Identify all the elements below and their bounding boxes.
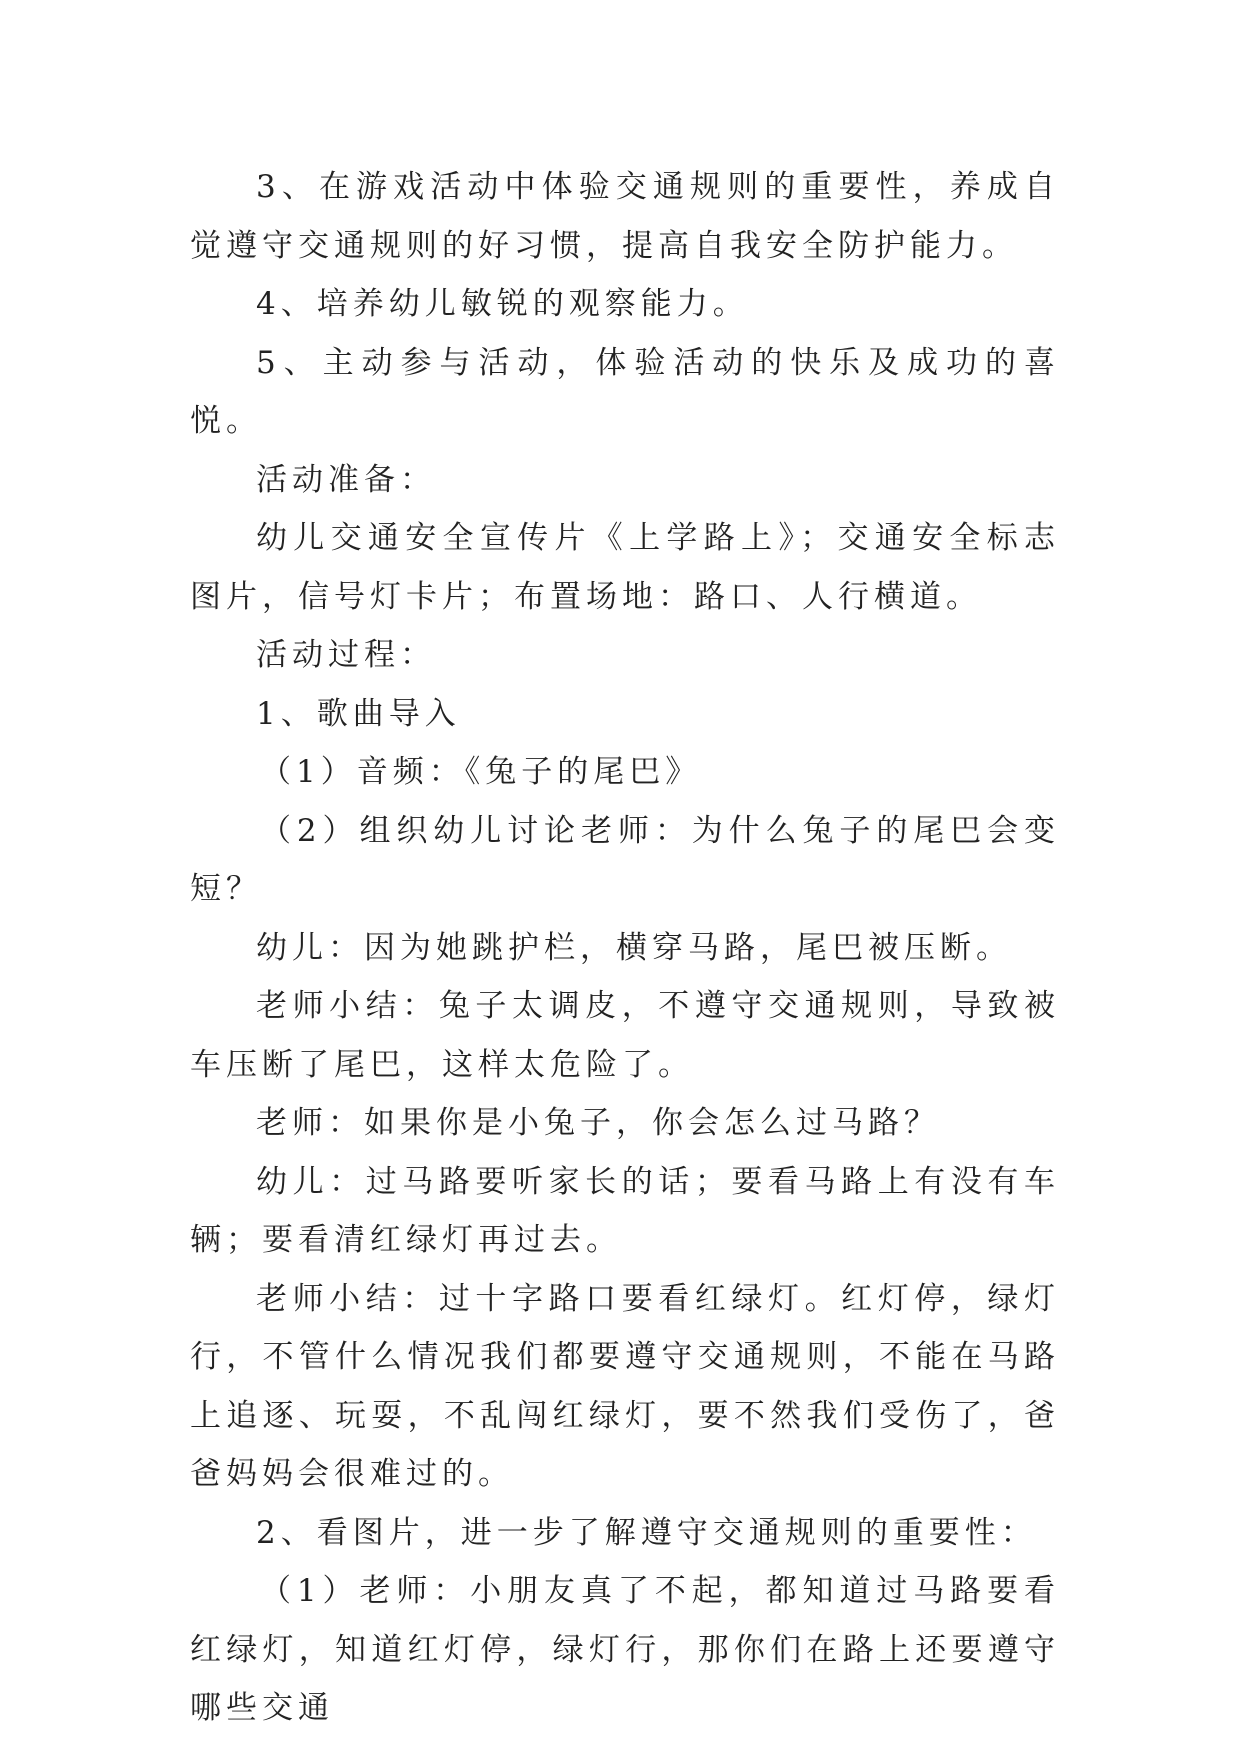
paragraph-step-1-discussion: （2）组织幼儿讨论老师：为什么兔子的尾巴会变短？ xyxy=(190,812,1060,907)
paragraph-step-2-title: 2、看图片，进一步了解遵守交通规则的重要性： xyxy=(256,1514,1037,1551)
paragraph-teacher-summary-1: 老师小结：兔子太调皮，不遵守交通规则，导致被车压断了尾巴，这样太危险了。 xyxy=(190,988,1060,1083)
paragraph-objective-3: 3、在游戏活动中体验交通规则的重要性，养成自觉遵守交通规则的好习惯，提高自我安全防护能力。 xyxy=(190,169,1060,264)
paragraph-step-1-title: 1、歌曲导入 xyxy=(256,695,461,732)
paragraph-teacher-question: 老师：如果你是小兔子，你会怎么过马路？ xyxy=(256,1105,940,1141)
paragraph-objective-4: 4、培养幼儿敏锐的观察能力。 xyxy=(256,286,749,322)
paragraph-teacher-summary-2: 老师小结：过十字路口要看红绿灯。红灯停，绿灯行，不管什么情况我们都要遵守交通规则，不能在马路上追逐、玩耍，不乱闯红绿灯，要不然我们受伤了，爸爸妈妈会很难过的。 xyxy=(190,1280,1060,1492)
paragraph-step-1-audio: （1）音频：《兔子的尾巴》 xyxy=(260,754,702,790)
paragraph-objective-5: 5、主动参与活动，体验活动的快乐及成功的喜悦。 xyxy=(190,344,1060,439)
paragraph-child-answer-1: 幼儿：因为她跳护栏，横穿马路，尾巴被压断。 xyxy=(256,929,1012,966)
heading-activity-preparation: 活动准备： xyxy=(256,461,436,498)
paragraph-child-answer-2: 幼儿：过马路要听家长的话；要看马路上有没有车辆；要看清红绿灯再过去。 xyxy=(190,1163,1060,1258)
heading-activity-process: 活动过程： xyxy=(256,637,436,673)
paragraph-preparation-materials: 幼儿交通安全宣传片《上学路上》；交通安全标志图片，信号灯卡片；布置场地：路口、人行横道。 xyxy=(190,520,1060,615)
document-body xyxy=(190,158,1060,1738)
paragraph-step-2-teacher: （1）老师：小朋友真了不起，都知道过马路要看红绿灯，知道红灯停，绿灯行，那你们在路上还要遵守哪些交通 xyxy=(190,1573,1060,1726)
